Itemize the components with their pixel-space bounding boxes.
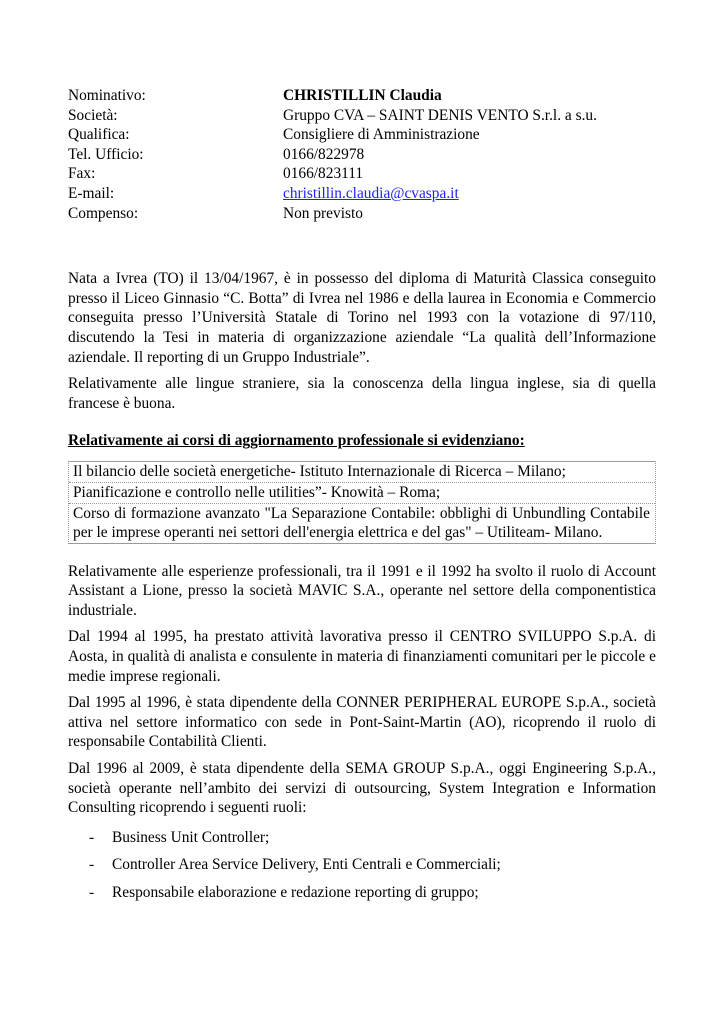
- info-row-nominativo: [68, 86, 656, 106]
- person-name: CHRISTILLIN Claudia: [283, 87, 442, 104]
- course-item: Pianificazione e controllo nelle utilities”- Knowità – Roma;: [69, 483, 655, 504]
- info-value: Gruppo CVA – SAINT DENIS VENTO S.r.l. a s.u.: [283, 106, 597, 124]
- info-label: Nominativo:: [68, 87, 146, 104]
- languages-paragraph: Relativamente alle lingue straniere, sia la conoscenza della lingua inglese, sia di quella francese è buona.: [68, 375, 656, 412]
- role-text: Controller Area Service Delivery, Enti Centrali e Commerciali;: [112, 856, 501, 874]
- info-value: 0166/823111: [283, 165, 364, 183]
- course-item: Corso di formazione avanzato "La Separazione Contabile: obblighi di Unbundling Contabile per le imprese operanti nei settori dell'energia elettrica e del gas" – Utiliteam- Milano.: [73, 504, 650, 542]
- info-label: Fax:: [68, 165, 96, 183]
- info-row-email: [68, 184, 656, 204]
- courses-heading: Relativamente ai corsi di aggiornamento professionale si evidenziano:: [68, 432, 525, 450]
- list-item: [68, 855, 656, 875]
- contact-info-table: [68, 86, 656, 223]
- experience-paragraph: Relativamente alle esperienze professionali, tra il 1991 e il 1992 ha svolto il ruolo di Account Assistant a Lione, presso la società MAVIC S.A., operante nel settore della componentistica industriale.: [68, 562, 656, 619]
- info-row-qualifica: [68, 125, 656, 145]
- info-label: Società:: [68, 106, 118, 124]
- role-text: Responsabile elaborazione e redazione reporting di gruppo;: [112, 884, 479, 901]
- dash-bullet: -: [89, 856, 95, 874]
- info-value: Consigliere di Amministrazione: [283, 126, 480, 144]
- dash-bullet: -: [89, 828, 95, 846]
- info-label: E-mail:: [68, 184, 115, 202]
- experience-paragraph: Dal 1994 al 1995, ha prestato attività lavorativa presso il CENTRO SVILUPPO S.p.A. di Aosta, in qualità di analista e consulente in materia di finanziamenti comunitari per le piccole e medie imprese regionali.: [68, 628, 656, 685]
- info-value: 0166/822978: [283, 145, 365, 163]
- info-value: Non previsto: [283, 204, 363, 222]
- info-label: Compenso:: [68, 204, 139, 222]
- info-value: [283, 184, 656, 204]
- roles-list: [68, 828, 656, 903]
- info-label: Qualifica:: [68, 126, 130, 144]
- document-page: [68, 86, 656, 911]
- email-link[interactable]: christillin.claudia@cvaspa.it: [283, 184, 459, 202]
- course-item: Il bilancio delle società energetiche- Istituto Internazionale di Ricerca – Milano;: [69, 462, 655, 483]
- bio-paragraph: Nata a Ivrea (TO) il 13/04/1967, è in possesso del diploma di Maturità Classica conseguito presso il Liceo Ginnasio “C. Botta” di Ivrea nel 1986 e della laurea in Economia e Commercio conseguita presso l’Università Statale di Torino nel 1993 con la votazione di 97/110, discutendo la Tesi in materia di organizzazione aziendale “La qualità dell’Informazione aziendale. Il reporting di un Gruppo Industriale”.: [68, 270, 656, 366]
- info-row-fax: [68, 164, 656, 184]
- role-text: Business Unit Controller;: [112, 828, 270, 846]
- list-item: [68, 828, 656, 848]
- dash-bullet: -: [89, 884, 95, 901]
- info-row-tel: [68, 145, 656, 165]
- list-item: [68, 883, 656, 903]
- experience-paragraph: Dal 1996 al 2009, è stata dipendente della SEMA GROUP S.p.A., oggi Engineering S.p.A., società operante nell’ambito dei servizi di outsourcing, System Integration e Information Consulting ricoprendo i seguenti ruoli:: [68, 760, 656, 817]
- courses-table: [68, 461, 656, 543]
- info-row-societa: [68, 106, 656, 126]
- info-row-compenso: [68, 204, 656, 224]
- experience-paragraph: Dal 1995 al 1996, è stata dipendente della CONNER PERIPHERAL EUROPE S.p.A., società attiva nel settore informatico con sede in Pont-Saint-Martin (AO), ricoprendo il ruolo di responsabile Contabilità Clienti.: [68, 694, 656, 751]
- info-label: Tel. Ufficio:: [68, 145, 144, 163]
